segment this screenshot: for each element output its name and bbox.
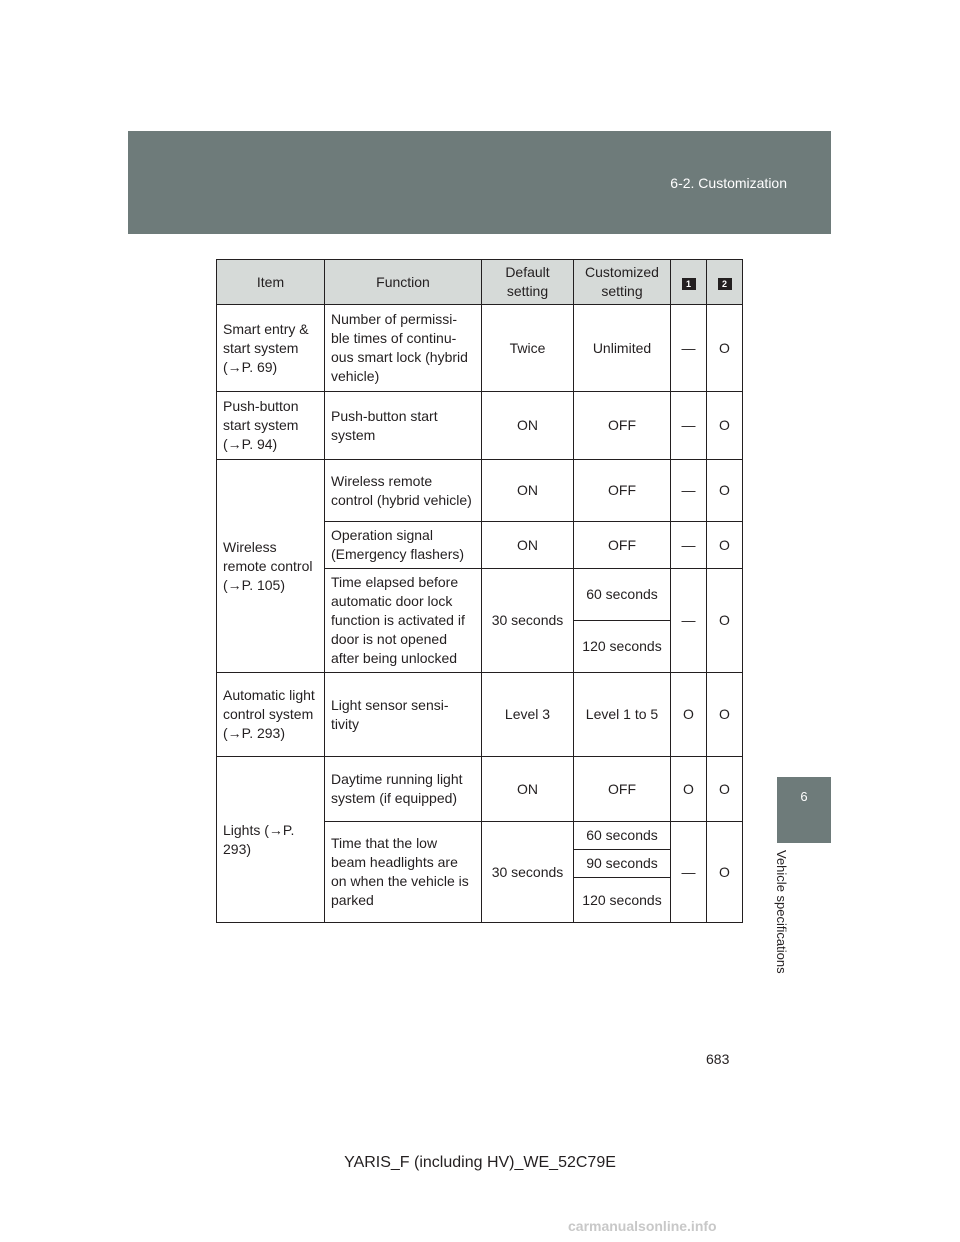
customized-cell: OFF: [574, 460, 671, 522]
customized-cell: Level 1 to 5: [574, 673, 671, 757]
item-cell: Lights (→P. 293): [217, 757, 325, 923]
header-customized: Customized setting: [574, 260, 671, 305]
col2-cell: O: [707, 822, 743, 923]
default-cell: Level 3: [482, 673, 574, 757]
table-row: [217, 673, 743, 757]
function-cell: Daytime running light system (if equipped): [325, 757, 482, 822]
header-default: Default setting: [482, 260, 574, 305]
header-band: [128, 131, 831, 234]
table-row: [217, 757, 743, 822]
item-cell: Wireless remote control (→P. 105): [217, 460, 325, 673]
function-cell: Time elapsed before automatic door lock function is activated if door is not opened after being unlocked: [325, 569, 482, 673]
col1-cell: —: [671, 522, 707, 569]
function-cell: Operation signal (Emergency flashers): [325, 522, 482, 569]
default-cell: 30 seconds: [482, 822, 574, 923]
default-cell: 30 seconds: [482, 569, 574, 673]
customized-cell: 60 seconds: [574, 822, 671, 850]
table-row: [217, 305, 743, 392]
customized-cell: 90 seconds: [574, 850, 671, 878]
col1-cell: —: [671, 822, 707, 923]
default-cell: ON: [482, 757, 574, 822]
col2-cell: O: [707, 305, 743, 392]
watermark-link[interactable]: carmanualsonline.info: [568, 1218, 717, 1234]
col2-cell: O: [707, 569, 743, 673]
col1-cell: —: [671, 460, 707, 522]
default-cell: ON: [482, 522, 574, 569]
customized-cell: 120 seconds: [574, 878, 671, 923]
item-cell: Automatic light control system (→P. 293): [217, 673, 325, 757]
header-col1: [671, 260, 707, 305]
header-item: Item: [217, 260, 325, 305]
table-row: [217, 392, 743, 460]
default-cell: Twice: [482, 305, 574, 392]
col2-cell: O: [707, 522, 743, 569]
function-cell: Push-button start system: [325, 392, 482, 460]
function-cell: Number of permissi-ble times of continu-ous smart lock (hybrid vehicle): [325, 305, 482, 392]
table-row: [217, 460, 743, 522]
customized-cell: 120 seconds: [574, 621, 671, 673]
badge-1-icon: 1: [682, 278, 696, 290]
col1-cell: —: [671, 305, 707, 392]
chapter-number: 6: [800, 789, 808, 804]
item-cell: Smart entry & start system (→P. 69): [217, 305, 325, 392]
document-code: YARIS_F (including HV)_WE_52C79E: [344, 1154, 616, 1171]
customized-cell: OFF: [574, 522, 671, 569]
badge-2-icon: 2: [718, 278, 732, 290]
customized-cell: 60 seconds: [574, 569, 671, 621]
col1-cell: —: [671, 569, 707, 673]
page-number: 683: [706, 1051, 730, 1067]
col2-cell: O: [707, 673, 743, 757]
col2-cell: O: [707, 392, 743, 460]
customized-cell: OFF: [574, 757, 671, 822]
col2-cell: O: [707, 460, 743, 522]
customized-cell: OFF: [574, 392, 671, 460]
customization-table: [216, 259, 743, 923]
default-cell: ON: [482, 460, 574, 522]
header-col2: [707, 260, 743, 305]
col1-cell: O: [671, 757, 707, 822]
customized-cell: Unlimited: [574, 305, 671, 392]
chapter-label: Vehicle specifications: [774, 850, 789, 974]
col2-cell: O: [707, 757, 743, 822]
section-title: 6-2. Customization: [670, 175, 787, 191]
header-function: Function: [325, 260, 482, 305]
default-cell: ON: [482, 392, 574, 460]
function-cell: Light sensor sensi-tivity: [325, 673, 482, 757]
chapter-tab[interactable]: [777, 777, 831, 843]
item-cell: Push-button start system (→P. 94): [217, 392, 325, 460]
function-cell: Time that the low beam headlights are on when the vehicle is parked: [325, 822, 482, 923]
chapter-label-container: [762, 850, 802, 990]
col1-cell: O: [671, 673, 707, 757]
col1-cell: —: [671, 392, 707, 460]
function-cell: Wireless remote control (hybrid vehicle): [325, 460, 482, 522]
table-header-row: [217, 260, 743, 305]
